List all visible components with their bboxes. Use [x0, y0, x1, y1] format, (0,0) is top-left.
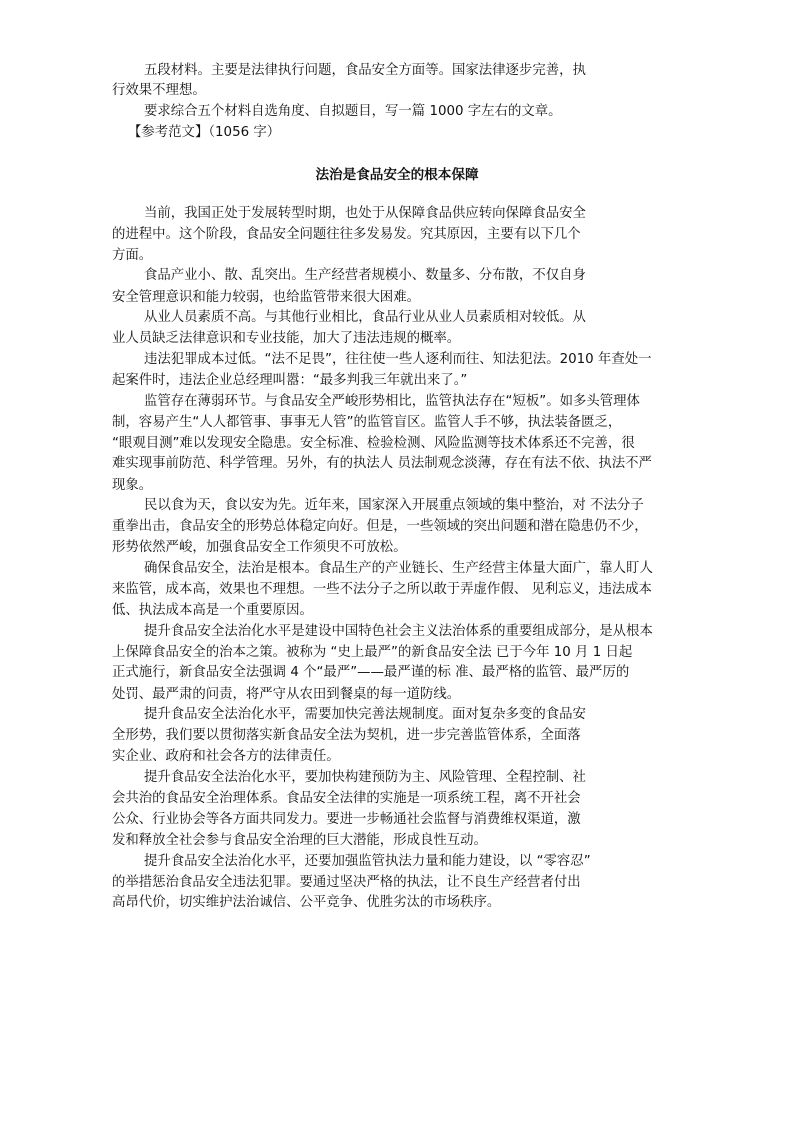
- essay-line: 从业人员素质不高。与其他行业相比，食品行业从业人员素质相对较低。从: [144, 310, 586, 325]
- essay-line: 监管存在薄弱环节。与食品安全严峻形势相比，监管执法存在“短板”。如多头管理体: [144, 394, 640, 409]
- essay-line: 提升食品安全法治化水平，需要加快完善法规制度。面对复杂多变的食品安: [144, 707, 586, 722]
- essay-line: 的进程中。这个阶段，食品安全问题往往多发易发。究其原因，主要有以下几个: [112, 227, 581, 242]
- essay-line: 提升食品安全法治化水平，要加快构建预防为主、风险管理、全程控制、社: [144, 770, 586, 785]
- essay-line: 民以食为天，食以安为先。近年来，国家深入开展重点领域的集中整治，对 不法分子: [144, 498, 644, 513]
- essay-line: 难实现事前防范、科学管理。另外，有的执法人 员法制观念淡薄，存在有法不依、执法不严: [112, 456, 652, 471]
- essay-line: 处罚、最严肃的问责，将严守从农田到餐桌的每一道防线。: [112, 687, 461, 702]
- intro-line: 行效果不理想。: [112, 83, 206, 98]
- essay-line: 形势依然严峻，加强食品安全工作须臾不可放松。: [112, 540, 407, 555]
- essay-line: 业人员缺乏法律意识和专业技能，加大了违法违规的概率。: [112, 331, 461, 346]
- intro-line: 要求综合五个材料自选角度、自拟题目，写一篇 1000 字左右的文章。: [144, 104, 562, 119]
- essay-line: 违法犯罪成本过低。“法不足畏”，往往使一些人逐利而往、知法犯法。2010 年查处一: [144, 352, 652, 367]
- essay-line: 起案件时，违法企业总经理叫嚣：“最多判我三年就出来了。”: [112, 373, 468, 388]
- essay-line: 确保食品安全，法治是根本。食品生产的产业链长、生产经营主体量大面广，靠人盯人: [144, 561, 653, 576]
- essay-line: 发和释放全社会参与食品安全治理的巨大潜能，形成良性互动。: [112, 833, 487, 848]
- essay-line: 公众、行业协会等各方面共同发力。要进一步畅通社会监督与消费维权渠道，激: [112, 812, 581, 827]
- essay-line: 会共治的食品安全治理体系。食品安全法律的实施是一项系统工程，离不开社会: [112, 791, 581, 806]
- essay-line: 全形势，我们要以贯彻落实新食品安全法为契机，进一步完善监管体系，全面落: [112, 728, 581, 743]
- essay-line: 制，容易产生“人人都管事、事事无人管”的监管盲区。监管人手不够，执法装备匮乏，: [112, 415, 622, 430]
- essay-line: 提升食品安全法治化水平是建设中国特色社会主义法治体系的重要组成部分，是从根本: [144, 624, 653, 639]
- essay-line: 低、执法成本高是一个重要原因。: [112, 603, 313, 618]
- essay-line: 当前，我国正处于发展转型时期，也处于从保障食品供应转向保障食品安全: [144, 206, 586, 221]
- essay-line: 的举措惩治食品安全违法犯罪。要通过坚决严格的执法，让不良生产经营者付出: [112, 875, 581, 890]
- essay-title: 法治是食品安全的根本保障: [315, 167, 479, 183]
- essay-line: 高昂代价，切实维护法治诚信、公平竞争、优胜劣汰的市场秩序。: [112, 895, 501, 910]
- essay-line: 上保障食品安全的治本之策。被称为 “史上最严”的新食品安全法 已于今年 10 月 1 日起: [112, 645, 633, 660]
- essay-line: 实企业、政府和社会各方的法律责任。: [112, 749, 340, 764]
- essay-line: “眼观目测”难以发现安全隐患。安全标准、检验检测、风险监测等技术体系还不完善，很: [112, 436, 635, 451]
- essay-line: 食品产业小、散、乱突出。生产经营者规模小、数量多、分布散，不仅自身: [144, 268, 586, 283]
- intro-line: 五段材料。主要是法律执行问题，食品安全方面等。国家法律逐步完善，执: [144, 63, 586, 78]
- essay-line: 方面。: [112, 248, 153, 263]
- essay-line: 现象。: [112, 478, 153, 493]
- essay-line: 重拳出击，食品安全的形势总体稳定向好。但是，一些领域的突出问题和潜在隐患仍不少，: [112, 519, 648, 534]
- essay-line: 提升食品安全法治化水平，还要加强监管执法力量和能力建设，以 “零容忍”: [144, 854, 591, 869]
- essay-line: 安全管理意识和能力较弱，也给监管带来很大困难。: [112, 290, 420, 305]
- reference-heading: 【参考范文】（1056 字）: [128, 125, 281, 140]
- essay-line: 来监管，成本高，效果也不理想。一些不法分子之所以敢于弄虚作假、 见利忘义，违法成本: [112, 582, 652, 597]
- essay-line: 正式施行，新食品安全法强调 4 个“最严”——最严谨的标 准、最严格的监管、最严厉的: [112, 665, 630, 680]
